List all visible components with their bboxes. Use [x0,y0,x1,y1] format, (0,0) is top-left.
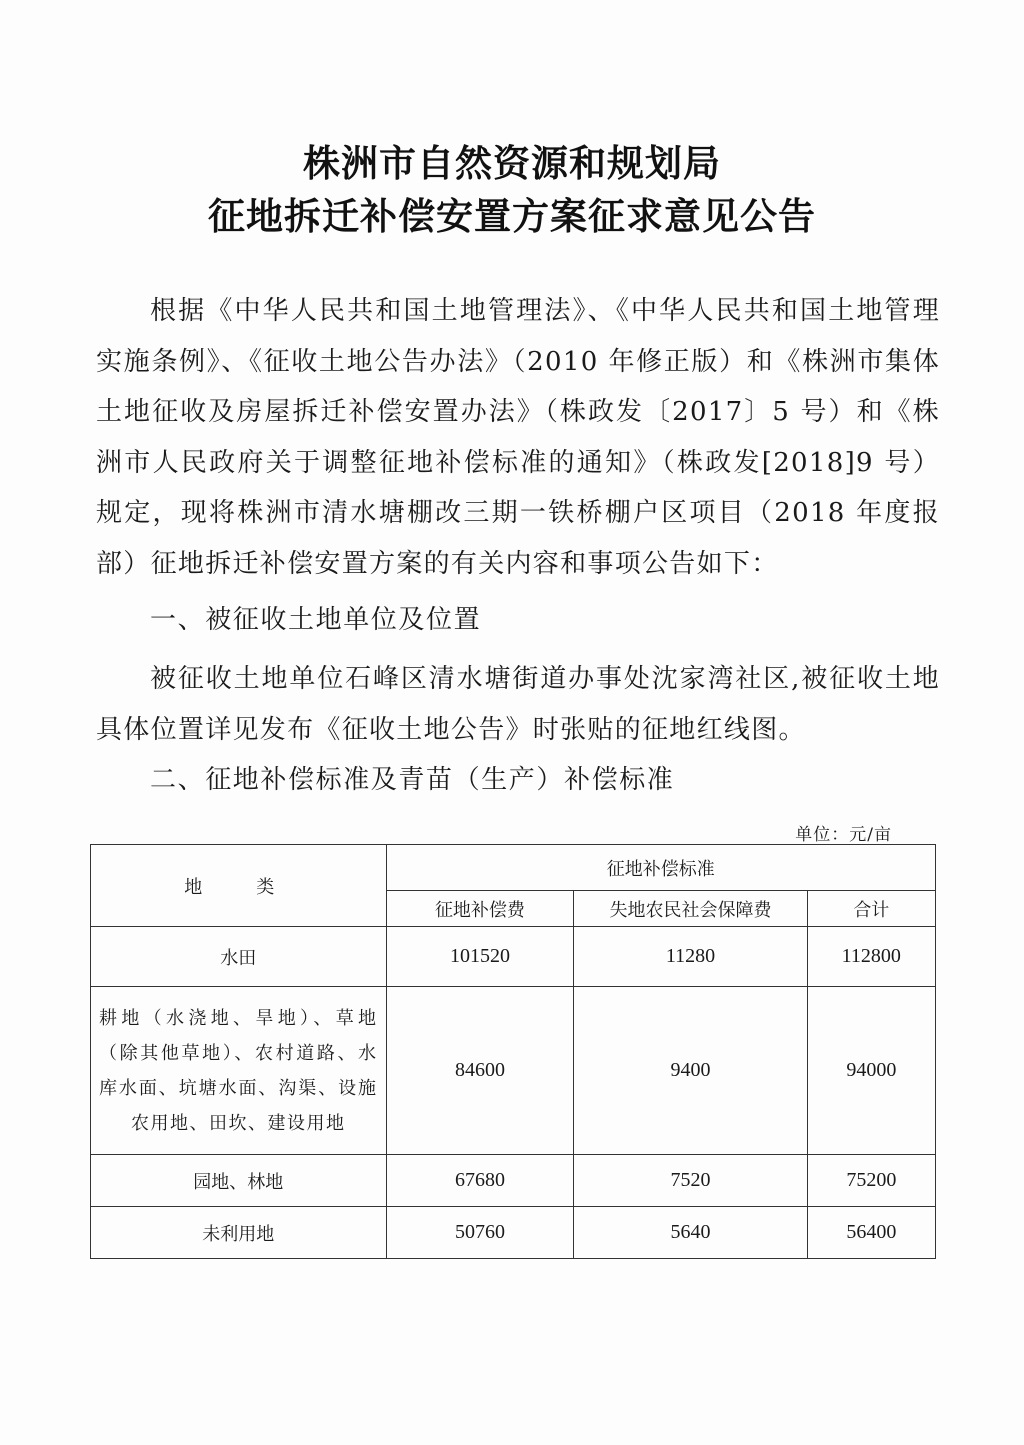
table-row [91,987,936,1155]
cell-land-type: 未利用地 [91,1207,387,1259]
table-row [91,1207,936,1259]
document-title-line1: 株洲市自然资源和规划局 [303,142,721,185]
cell-compensation-fee: 50760 [386,1207,574,1259]
header-total: 合计 [807,891,935,927]
table-row [91,927,936,987]
intro-paragraph: 根据《中华人民共和国土地管理法》、《中华人民共和国土地管理实施条例》、《征收土地公告办法》（2010 年修正版）和《株洲市集体土地征收及房屋拆迁补偿安置办法》（株政发〔2017〕5 号）和《株洲市人民政府关于调整征地补偿标准的通知》（株政发[2018]9 号）规定，现将株洲市清水塘棚改三期一铁桥棚户区项目（2018 年度报部）征地拆迁补偿安置方案的有关内容和事项公告如下： [96,296,940,579]
cell-compensation-fee: 84600 [386,987,574,1155]
cell-social-security-fee: 5640 [574,1207,807,1259]
unit-label: 单位：元/亩 [795,825,892,845]
header-land-type: 地 类 [91,845,387,927]
section1-heading: 一、被征收土地单位及位置 [150,605,482,635]
header-compensation-standard: 征地补偿标准 [386,845,935,891]
cell-total: 112800 [807,927,935,987]
section1-paragraph: 被征收土地单位石峰区清水塘街道办事处沈家湾社区,被征收土地具体位置详见发布《征收土地公告》时张贴的征地红线图。 [96,664,940,745]
cell-compensation-fee: 67680 [386,1155,574,1207]
compensation-table [90,844,936,1259]
cell-compensation-fee: 101520 [386,927,574,987]
cell-total: 75200 [807,1155,935,1207]
cell-total: 94000 [807,987,935,1155]
header-social-security-fee: 失地农民社会保障费 [574,891,807,927]
cell-social-security-fee: 9400 [574,987,807,1155]
cell-social-security-fee: 7520 [574,1155,807,1207]
section2-heading: 二、征地补偿标准及青苗（生产）补偿标准 [150,765,675,795]
cell-total: 56400 [807,1207,935,1259]
header-compensation-fee: 征地补偿费 [386,891,574,927]
cell-social-security-fee: 11280 [574,927,807,987]
cell-land-type: 园地、林地 [91,1155,387,1207]
cell-land-type: 耕地（水浇地、旱地）、草地（除其他草地）、农村道路、水库水面、坑塘水面、沟渠、设施农用地、田坎、建设用地 [91,987,387,1155]
document-title-line2: 征地拆迁补偿安置方案征求意见公告 [208,195,816,238]
table-row [91,1155,936,1207]
cell-land-type: 水田 [91,927,387,987]
